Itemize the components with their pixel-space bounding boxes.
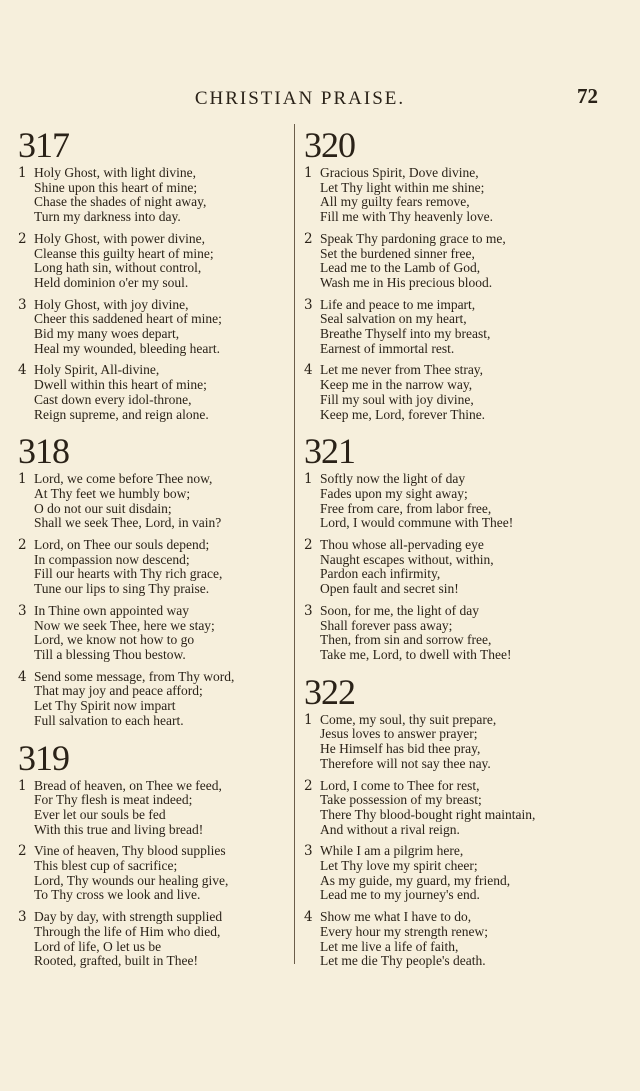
stanza bbox=[304, 298, 594, 357]
stanza-number: 3 bbox=[18, 296, 27, 313]
stanza bbox=[18, 298, 308, 357]
stanza bbox=[304, 779, 594, 838]
stanza bbox=[18, 538, 308, 597]
verse-line: Free from care, from labor free, bbox=[320, 500, 492, 516]
stanza-number: 4 bbox=[304, 362, 313, 379]
stanza-number: 1 bbox=[18, 471, 27, 488]
hymn-320 bbox=[304, 126, 594, 422]
stanza-number: 4 bbox=[18, 668, 27, 685]
verse-line: Holy Spirit, All-divine, bbox=[34, 362, 160, 378]
stanza bbox=[18, 779, 308, 838]
verse-line: Fill our hearts with Thy rich grace, bbox=[34, 566, 223, 582]
verse-line: Gracious Spirit, Dove divine, bbox=[320, 165, 479, 180]
verse-line: Wash me in His precious blood. bbox=[320, 274, 493, 290]
verse-line: Seal salvation on my heart, bbox=[320, 311, 467, 327]
verse-line: Fades upon my sight away; bbox=[320, 485, 468, 501]
stanza-number: 2 bbox=[18, 843, 27, 860]
verse-line: Held dominion o'er my soul. bbox=[34, 274, 189, 290]
verse-line: Thou whose all-pervading eye bbox=[320, 537, 484, 553]
stanza bbox=[304, 713, 594, 772]
verse-line: With this true and living bread! bbox=[34, 821, 204, 837]
verse-line: For Thy flesh is meat indeed; bbox=[34, 792, 193, 808]
verse-line: Bread of heaven, on Thee we feed, bbox=[34, 777, 222, 793]
verse-line: Cast down every idol-throne, bbox=[34, 391, 192, 407]
verse-line: Keep me in the narrow way, bbox=[320, 377, 473, 393]
verse-line: To Thy cross we look and live. bbox=[34, 887, 201, 903]
stanza bbox=[304, 910, 594, 969]
page-header bbox=[0, 84, 640, 116]
verse-line: In compassion now descend; bbox=[34, 551, 190, 567]
verse-line: Fill me with Thy heavenly love. bbox=[320, 209, 493, 225]
verse-line: As my guide, my guard, my friend, bbox=[320, 872, 511, 888]
verse-line: Speak Thy pardoning grace to me, bbox=[320, 230, 506, 246]
verse-line: All my guilty fears remove, bbox=[320, 194, 470, 210]
stanza-number: 2 bbox=[18, 230, 27, 247]
verse-line: Now we seek Thee, here we stay; bbox=[34, 617, 215, 633]
verse-line: Lead me to the Lamb of God, bbox=[320, 260, 481, 276]
verse-line: Lord, we come before Thee now, bbox=[34, 471, 213, 487]
verse-line: Ever let our souls be fed bbox=[34, 806, 166, 822]
stanza-number: 2 bbox=[304, 777, 313, 794]
verse-line: Full salvation to each heart. bbox=[34, 712, 184, 728]
stanza bbox=[18, 910, 308, 969]
verse-line: Cheer this saddened heart of mine; bbox=[34, 311, 222, 327]
verse-line: Show me what I have to do, bbox=[320, 909, 472, 925]
verse-line: Lord, Thy wounds our healing give, bbox=[34, 872, 229, 888]
verse-line: Earnest of immortal rest. bbox=[320, 340, 455, 356]
verse-line: He Himself has bid thee pray, bbox=[320, 741, 481, 757]
verse-line: Heal my wounded, bleeding heart. bbox=[34, 340, 220, 356]
verse-line: Let me live a life of faith, bbox=[320, 938, 459, 954]
verse-line: Holy Ghost, with joy divine, bbox=[34, 296, 189, 312]
stanza-number: 2 bbox=[304, 230, 313, 247]
stanza-number: 3 bbox=[18, 909, 27, 926]
hymn-number: 317 bbox=[18, 125, 69, 165]
verse-line: Dwell within this heart of mine; bbox=[34, 377, 207, 393]
verse-line: Pardon each infirmity, bbox=[320, 566, 441, 582]
verse-line: Rooted, grafted, built in Thee! bbox=[34, 953, 198, 969]
verse-line: Every hour my strength renew; bbox=[320, 923, 488, 939]
verse-line: Keep me, Lord, forever Thine. bbox=[320, 406, 486, 422]
stanza bbox=[304, 232, 594, 291]
verse-line: Jesus loves to answer prayer; bbox=[320, 726, 478, 742]
verse-line: Let Thy light within me shine; bbox=[320, 179, 485, 195]
verse-line: Shine upon this heart of mine; bbox=[34, 179, 198, 195]
verse-line: Till a blessing Thou bestow. bbox=[34, 646, 186, 662]
verse-line: Set the burdened sinner free, bbox=[320, 245, 475, 261]
verse-line: Naught escapes without, within, bbox=[320, 551, 494, 567]
stanza-number: 1 bbox=[18, 777, 27, 794]
stanza bbox=[304, 604, 594, 663]
hymn-number: 319 bbox=[18, 737, 69, 778]
hymn-317 bbox=[18, 126, 308, 422]
stanza-number: 1 bbox=[304, 471, 313, 488]
verse-line: While I am a pilgrim here, bbox=[320, 843, 464, 859]
verse-line: Come, my soul, thy suit prepare, bbox=[320, 711, 497, 727]
verse-line: Holy Ghost, with light divine, bbox=[34, 165, 196, 180]
verse-line: Holy Ghost, with power divine, bbox=[34, 230, 205, 246]
running-title: CHRISTIAN PRAISE. bbox=[194, 88, 406, 109]
page-number: 72 bbox=[577, 84, 598, 108]
hymn-number: 321 bbox=[304, 431, 355, 472]
stanza-number: 2 bbox=[18, 537, 27, 554]
stanza bbox=[18, 166, 308, 225]
verse-line: And without a rival reign. bbox=[320, 821, 460, 837]
stanza-number: 4 bbox=[304, 909, 313, 926]
right-column bbox=[304, 126, 594, 979]
verse-line: Let Thy love my spirit cheer; bbox=[320, 858, 478, 874]
verse-line: Day by day, with strength supplied bbox=[34, 909, 223, 925]
stanza bbox=[18, 604, 308, 663]
verse-line: Reign supreme, and reign alone. bbox=[34, 406, 209, 422]
verse-line: There Thy blood-bought right maintain, bbox=[320, 806, 536, 822]
verse-line: Take me, Lord, to dwell with Thee! bbox=[320, 646, 512, 662]
hymn-number: 320 bbox=[304, 125, 355, 165]
verse-line: Turn my darkness into day. bbox=[34, 209, 181, 225]
verse-line: Chase the shades of night away, bbox=[34, 194, 207, 210]
verse-line: Let Thy Spirit now impart bbox=[34, 698, 176, 714]
verse-line: This blest cup of sacrifice; bbox=[34, 858, 178, 874]
verse-line: Fill my soul with joy divine, bbox=[320, 391, 474, 407]
stanza bbox=[304, 472, 594, 531]
verse-line: Shall we seek Thee, Lord, in vain? bbox=[34, 515, 222, 531]
verse-line: Cleanse this guilty heart of mine; bbox=[34, 245, 214, 261]
stanza bbox=[18, 232, 308, 291]
hymn-322 bbox=[304, 673, 594, 969]
verse-line: Then, from sin and sorrow free, bbox=[320, 632, 492, 648]
stanza bbox=[304, 844, 594, 903]
verse-line: Lead me to my journey's end. bbox=[320, 887, 480, 903]
stanza-number: 1 bbox=[304, 711, 313, 728]
verse-line: Life and peace to me impart, bbox=[320, 296, 476, 312]
stanza bbox=[304, 538, 594, 597]
stanza-number: 3 bbox=[304, 843, 313, 860]
verse-line: Long hath sin, without control, bbox=[34, 260, 202, 276]
hymn-321 bbox=[304, 432, 594, 662]
verse-line: O do not our suit disdain; bbox=[34, 500, 172, 516]
verse-line: Open fault and secret sin! bbox=[320, 581, 459, 597]
verse-line: Tune our lips to sing Thy praise. bbox=[34, 581, 210, 597]
stanza-number: 2 bbox=[304, 537, 313, 554]
stanza-number: 3 bbox=[304, 296, 313, 313]
stanza-number: 3 bbox=[18, 602, 27, 619]
verse-line: Breathe Thyself into my breast, bbox=[320, 326, 491, 342]
stanza-number: 3 bbox=[304, 602, 313, 619]
stanza-number: 1 bbox=[18, 165, 27, 181]
stanza bbox=[18, 472, 308, 531]
verse-line: Let me die Thy people's death. bbox=[320, 953, 486, 969]
verse-line: Bid my many woes depart, bbox=[34, 326, 180, 342]
verse-line: Through the life of Him who died, bbox=[34, 923, 221, 939]
stanza-number: 1 bbox=[304, 165, 313, 181]
stanza bbox=[304, 166, 594, 225]
verse-line: Lord, I come to Thee for rest, bbox=[320, 777, 480, 793]
verse-line: Therefore will not say thee nay. bbox=[320, 755, 491, 771]
hymn-number: 318 bbox=[18, 431, 69, 472]
hymn-318 bbox=[18, 432, 308, 728]
verse-line: At Thy feet we humbly bow; bbox=[34, 485, 191, 501]
verse-line: That may joy and peace afford; bbox=[34, 683, 203, 699]
verse-line: Lord of life, O let us be bbox=[34, 938, 162, 954]
stanza-number: 4 bbox=[18, 362, 27, 379]
verse-line: Lord, on Thee our souls depend; bbox=[34, 537, 210, 553]
verse-line: Lord, I would commune with Thee! bbox=[320, 515, 514, 531]
stanza bbox=[18, 363, 308, 422]
verse-line: Send some message, from Thy word, bbox=[34, 668, 235, 684]
verse-line: Take possession of my breast; bbox=[320, 792, 482, 808]
verse-line: Let me never from Thee stray, bbox=[320, 362, 484, 378]
verse-line: In Thine own appointed way bbox=[34, 602, 189, 618]
hymn-number: 322 bbox=[304, 671, 355, 712]
verse-line: Lord, we know not how to go bbox=[34, 632, 195, 648]
left-column bbox=[18, 126, 308, 979]
hymn-319 bbox=[18, 739, 308, 969]
verse-line: Shall forever pass away; bbox=[320, 617, 453, 633]
stanza bbox=[18, 844, 308, 903]
stanza bbox=[304, 363, 594, 422]
stanza bbox=[18, 670, 308, 729]
verse-line: Softly now the light of day bbox=[320, 471, 466, 487]
verse-line: Vine of heaven, Thy blood supplies bbox=[34, 843, 226, 859]
verse-line: Soon, for me, the light of day bbox=[320, 602, 479, 618]
